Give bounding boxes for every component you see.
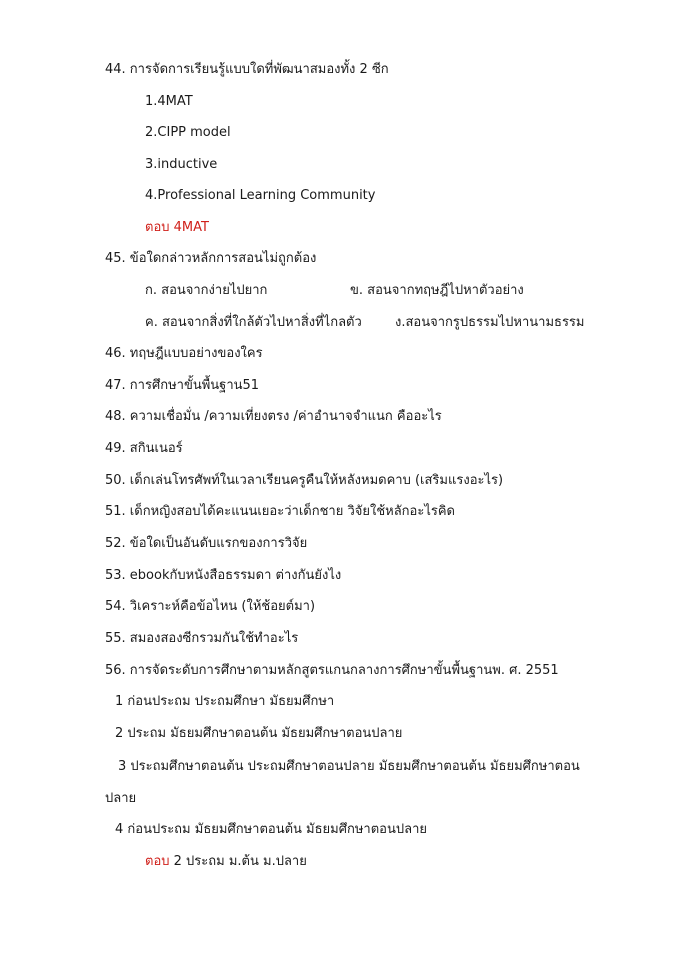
q56-option-3: 3 ประถมศึกษาตอนต้น ประถมศึกษาตอนปลาย มัธยมศึกษาตอนต้น มัธยมศึกษาตอน bbox=[118, 759, 580, 774]
q44-option-1: 1.4MAT bbox=[145, 94, 193, 109]
q56-option-4: 4 ก่อนประถม มัธยมศึกษาตอนต้น มัธยมศึกษาตอนปลาย bbox=[115, 822, 427, 837]
question-51: 51. เด็กหญิงสอบได้คะแนนเยอะว่าเด็กชาย วิจัยใช้หลักอะไรคิด bbox=[105, 504, 456, 519]
q45-option-a: ก. สอนจากง่ายไปยาก bbox=[145, 283, 268, 298]
question-54: 54. วิเคราะห์คือข้อไหน (ให้ช้อยต์มา) bbox=[105, 599, 316, 614]
question-52: 52. ข้อใดเป็นอันดับแรกของการวิจัย bbox=[105, 536, 308, 551]
question-47: 47. การศึกษาขั้นพื้นฐาน51 bbox=[105, 378, 260, 393]
q44-option-2: 2.CIPP model bbox=[145, 125, 231, 140]
question-50: 50. เด็กเล่นโทรศัพท์ในเวลาเรียนครูคืนให้หลังหมดคาบ (เสริมแรงอะไร) bbox=[105, 473, 504, 488]
q45-option-c: ค. สอนจากสิ่งที่ใกล้ตัวไปหาสิ่งที่ไกลตัว bbox=[145, 315, 362, 330]
question-53: 53. ebookกับหนังสือธรรมดา ต่างกันยังไง bbox=[105, 568, 342, 583]
q56-option-2: 2 ประถม มัธยมศึกษาตอนต้น มัธยมศึกษาตอนปลาย bbox=[115, 726, 403, 741]
question-55: 55. สมองสองซีกรวมกันใช้ทำอะไร bbox=[105, 631, 299, 646]
q45-option-b: ข. สอนจากทฤษฎีไปหาตัวอย่าง bbox=[350, 283, 524, 298]
question-56: 56. การจัดระดับการศึกษาตามหลักสูตรแกนกลางการศึกษาขั้นพื้นฐานพ. ศ. 2551 bbox=[105, 663, 559, 678]
q56-answer bbox=[145, 853, 307, 871]
question-45: 45. ข้อใดกล่าวหลักการสอนไม่ถูกต้อง bbox=[105, 251, 317, 266]
q56-option-3-continued: ปลาย bbox=[105, 791, 137, 806]
q44-answer-value: 4MAT bbox=[173, 220, 209, 235]
q56-answer-value: 2 ประถม ม.ต้น ม.ปลาย bbox=[173, 854, 307, 869]
q56-answer-label: ตอบ bbox=[145, 854, 170, 869]
q44-option-4: 4.Professional Learning Community bbox=[145, 188, 376, 203]
q44-option-3: 3.inductive bbox=[145, 157, 218, 172]
q44-answer bbox=[145, 219, 209, 237]
q45-option-d: ง.สอนจากรูปธรรมไปหานามธรรม bbox=[395, 315, 585, 330]
question-49: 49. สกินเนอร์ bbox=[105, 441, 183, 456]
q56-option-1: 1 ก่อนประถม ประถมศึกษา มัธยมศึกษา bbox=[115, 694, 335, 709]
q44-answer-label: ตอบ bbox=[145, 220, 170, 235]
question-44: 44. การจัดการเรียนรู้แบบใดที่พัฒนาสมองทั้ง 2 ซีก bbox=[105, 62, 389, 77]
question-48: 48. ความเชื่อมั่น /ความเที่ยงตรง /ค่าอำนาจจำแนก คืออะไร bbox=[105, 409, 442, 424]
question-46: 46. ทฤษฎีแบบอย่างของใคร bbox=[105, 346, 263, 361]
